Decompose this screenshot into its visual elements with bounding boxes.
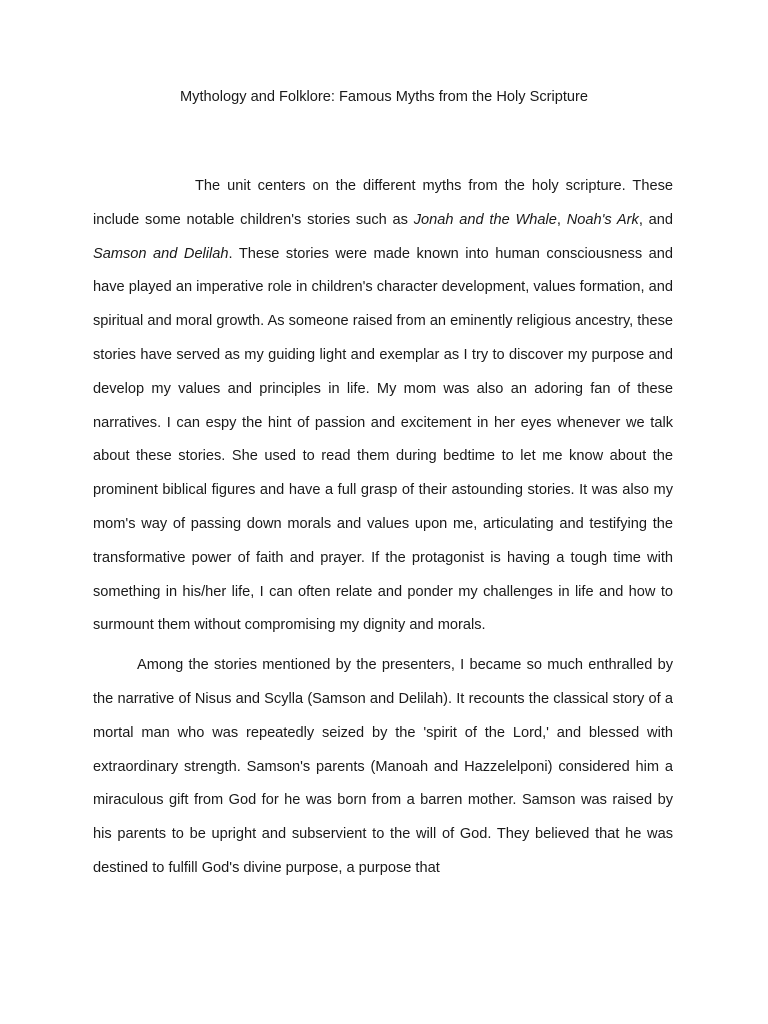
paragraph-1 — [93, 170, 673, 643]
document-body — [93, 170, 673, 886]
story-title-noah: Noah's Ark — [566, 211, 639, 228]
story-title-samson: Samson and Delilah — [93, 245, 229, 262]
paragraph-1-text-a: The unit centers on the different myths from the holy scripture. These include some notable children's stories such as — [93, 178, 673, 228]
paragraph-2: Among the stories mentioned by the presenters, I became so much enthralled by the narrative of Nisus and Scylla (Samson and Delilah). It recounts the classical story of a mortal man who was repeatedly seized by the 'spirit of the Lord,' and blessed with extraordinary strength. Samson's parents (Manoah and Hazzelelponi) considered him a miraculous gift from God for he was born from a barren mother. Samson was raised by his parents to be upright and subservient to the will of God. They believed that he was destined to fulfill God's divine purpose, a purpose that — [93, 657, 673, 876]
paragraph-1-text-d: . These stories were made known into human consciousness and have played an imperative role in children's character development, values formation, and spiritual and moral growth. As someone raised from an eminently religious ancestry, these stories have served as my guiding light and exemplar as I try to discover my purpose and develop my values and principles in life. My mom was also an adoring fan of these narratives. I can espy the hint of passion and excitement in her eyes whenever we talk about these stories. She used to read them during bedtime to let me know about the prominent biblical figures and have a full grasp of their astounding stories. It was also my mom's way of passing down morals and values upon me, articulating and testifying the transformative power of faith and prayer. If the protagonist is having a tough time with something in his/her life, I can often relate and ponder my challenges in life and how to surmount them without compromising my dignity and morals. — [93, 245, 673, 634]
paragraph-1-text-b: , — [556, 211, 567, 228]
story-title-jonah: Jonah and the Whale — [413, 211, 557, 228]
document-title: Mythology and Folklore: Famous Myths from the Holy Scripture — [180, 89, 588, 105]
paragraph-1-text-c: , and — [638, 211, 674, 228]
